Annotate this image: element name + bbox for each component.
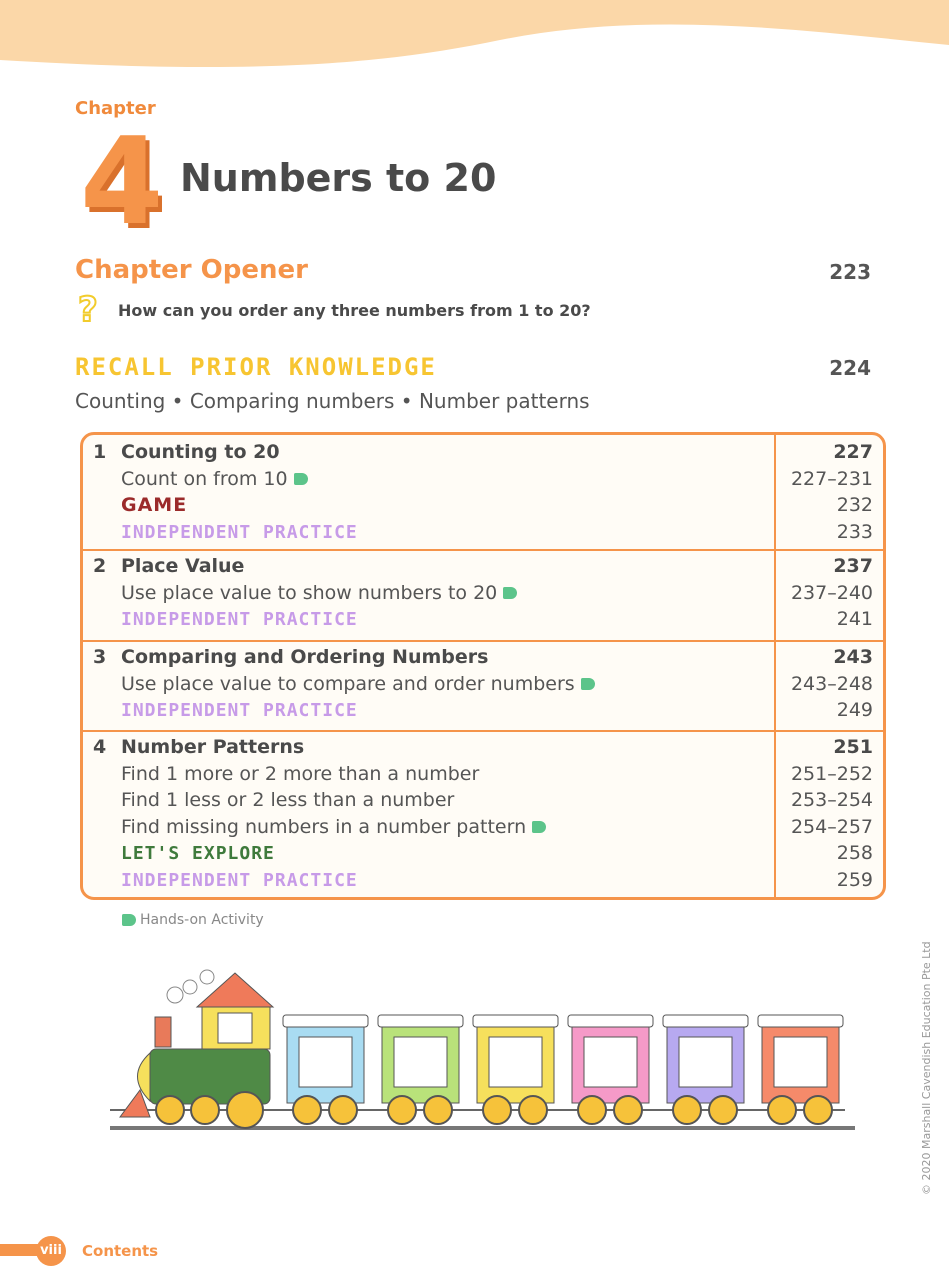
toc-item-text-wrap — [121, 672, 595, 696]
toc-item-page: 233 — [836, 520, 873, 543]
toc-item-page: 249 — [836, 699, 873, 721]
toc-item-text: Find 1 less or 2 less than a number — [121, 789, 455, 811]
legend — [122, 912, 264, 928]
toc-item-text-wrap — [121, 788, 454, 812]
toc-item[interactable] — [83, 671, 883, 698]
toc-section — [83, 439, 883, 551]
toc-item-page: 254–257 — [790, 815, 873, 838]
toc-item-page: 227–231 — [790, 467, 873, 490]
toc-item-text-wrap — [121, 841, 275, 866]
toc-section-heading[interactable] — [83, 553, 883, 580]
contents-table — [80, 432, 886, 900]
chapter-label: Chapter — [75, 98, 156, 119]
toc-item-text: INDEPENDENT PRACTICE — [121, 521, 358, 543]
toc-item-page: 232 — [836, 494, 873, 516]
page-number-badge: viii — [36, 1236, 66, 1266]
toc-item-text: LET'S EXPLORE — [121, 843, 275, 864]
train-car — [283, 1015, 368, 1124]
toc-section — [83, 644, 883, 732]
toc-item[interactable] — [83, 697, 883, 724]
chapter-opener-page: 223 — [829, 260, 871, 284]
section-number: 1 — [93, 441, 107, 463]
toc-item-text: Use place value to show numbers to 20 — [121, 581, 498, 604]
footer-label: Contents — [82, 1242, 159, 1260]
top-wave-decoration — [0, 0, 949, 80]
toc-item-page: 237–240 — [790, 581, 873, 604]
toc-item-text-wrap — [121, 762, 479, 786]
toc-section — [83, 734, 883, 893]
hands-on-tag-icon — [294, 473, 308, 485]
section-number: 2 — [93, 555, 107, 577]
toc-item-page: 241 — [836, 608, 873, 630]
section-title: Counting to 20 — [121, 441, 280, 463]
chapter-number: 4 — [80, 113, 164, 252]
toc-section-heading[interactable] — [83, 439, 883, 466]
toc-item-text-wrap — [121, 467, 308, 491]
section-title: Place Value — [121, 555, 245, 577]
toc-item[interactable] — [83, 580, 883, 607]
toc-item[interactable] — [83, 466, 883, 493]
toc-item-text: INDEPENDENT PRACTICE — [121, 700, 358, 721]
toc-item-text: Find 1 more or 2 more than a number — [121, 762, 480, 785]
train-car — [758, 1015, 843, 1124]
toc-item[interactable] — [83, 606, 883, 633]
question-mark-icon: ? — [78, 290, 98, 330]
toc-item-page: 259 — [836, 868, 873, 891]
toc-section-heading[interactable] — [83, 734, 883, 761]
toc-section — [83, 553, 883, 642]
toc-item[interactable] — [83, 761, 883, 788]
section-page: 243 — [833, 646, 873, 668]
toc-item-text: INDEPENDENT PRACTICE — [121, 609, 358, 630]
toc-item-text-wrap — [121, 520, 358, 545]
toc-item-page: 253–254 — [790, 789, 873, 811]
train-car — [473, 1015, 558, 1124]
toc-item-text-wrap — [121, 581, 517, 605]
toc-item-text-wrap — [121, 815, 546, 839]
hands-on-tag-icon — [532, 821, 546, 833]
section-number: 4 — [93, 736, 107, 758]
section-page: 227 — [833, 441, 873, 463]
toc-item-page: 243–248 — [790, 672, 873, 695]
hands-on-tag-icon — [581, 678, 595, 690]
toc-item-text-wrap — [121, 868, 358, 893]
toc-item-text: Use place value to compare and order numbers — [121, 672, 575, 695]
section-title: Number Patterns — [121, 736, 305, 758]
toc-item[interactable] — [83, 840, 883, 867]
toc-item-text: Count on from 10 — [121, 467, 288, 490]
toc-item-text: GAME — [121, 494, 188, 516]
train-illustration — [105, 965, 865, 1140]
train-car — [378, 1015, 463, 1124]
train-car — [663, 1015, 748, 1124]
recall-page: 224 — [829, 356, 871, 380]
recall-heading: RECALL PRIOR KNOWLEDGE — [75, 353, 437, 381]
chapter-opener-heading: Chapter Opener — [75, 255, 308, 285]
toc-item-text-wrap — [121, 698, 358, 723]
toc-item-text-wrap — [121, 607, 358, 632]
essential-question: How can you order any three numbers from 1 to 20? — [118, 301, 591, 320]
hands-on-tag-icon — [122, 914, 136, 926]
toc-item[interactable] — [83, 867, 883, 894]
toc-item-page: 251–252 — [790, 762, 873, 785]
train-car — [568, 1015, 653, 1124]
hands-on-tag-icon — [503, 587, 517, 599]
section-page: 251 — [833, 736, 873, 758]
toc-item-text-wrap — [121, 493, 187, 517]
toc-item-text: INDEPENDENT PRACTICE — [121, 869, 358, 891]
chapter-title: Numbers to 20 — [180, 156, 497, 200]
toc-item-page: 258 — [836, 842, 873, 864]
toc-item-text: Find missing numbers in a number pattern — [121, 815, 527, 838]
copyright-notice: © 2020 Marshall Cavendish Education Pte Ltd — [920, 941, 933, 1195]
toc-item[interactable] — [83, 492, 883, 519]
toc-item[interactable] — [83, 814, 883, 841]
legend-label: Hands-on Activity — [140, 912, 264, 928]
toc-item[interactable] — [83, 787, 883, 814]
section-number: 3 — [93, 646, 107, 668]
recall-topics: Counting • Comparing numbers • Number patterns — [75, 389, 590, 413]
toc-item[interactable] — [83, 519, 883, 546]
toc-section-heading[interactable] — [83, 644, 883, 671]
section-title: Comparing and Ordering Numbers — [121, 646, 489, 668]
section-page: 237 — [833, 555, 873, 577]
